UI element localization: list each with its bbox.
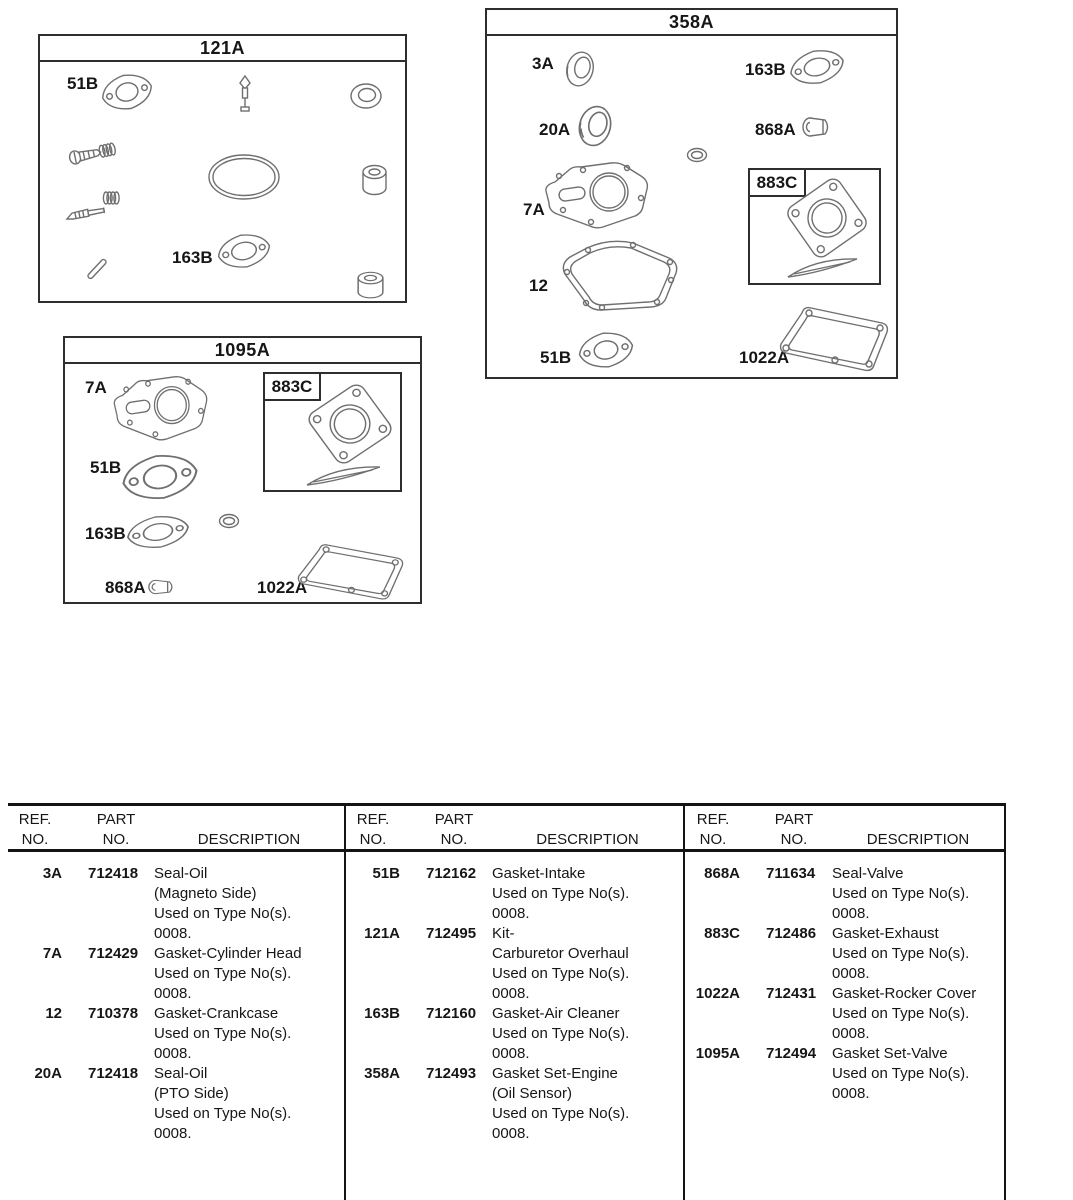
table-divider-2 [683,803,685,1200]
diagram-box-358a [485,8,898,379]
part-label-883c: 883C [263,372,321,401]
ref-no: 121A [364,925,400,942]
table-row [686,864,1004,924]
description-header: DESCRIPTION [197,831,301,848]
ref-no: 12 [45,1005,62,1022]
part-no: 712493 [426,1065,477,1082]
description: Seal-Oil (PTO Side) Used on Type No(s). 0008. [154,1065,292,1142]
part-label-1022a: 1022A [257,578,308,597]
diagram-box-121a-body [40,62,405,301]
subbox-883c [263,372,402,492]
ref-no-header: REF. NO. [696,811,730,848]
description: Gasket-Crankcase Used on Type No(s). 0008. [154,1005,292,1062]
air-cleaner-gasket-drawing [784,42,849,93]
part-no: 712429 [88,945,139,962]
exhaust-gasket-drawing [303,384,397,464]
table-row [8,864,344,944]
part-no: 712431 [766,985,817,1002]
part-label-1022a: 1022A [739,348,790,367]
table-row [346,924,683,1004]
part-label-51b: 51B [540,348,572,367]
table-row [8,944,344,1004]
table-row [686,1044,1004,1104]
description: Seal-Oil (Magneto Side) Used on Type No(s). 0008. [154,865,292,942]
ref-no: 3A [42,865,62,882]
part-no: 712494 [766,1045,817,1062]
sliver-gasket-drawing [305,464,383,488]
rocker-cover-gasket-drawing [293,540,408,602]
subbox-883c [748,168,881,285]
diagram-box-1095a-title: 1095A [65,338,420,364]
part-no: 712486 [766,925,817,942]
part-no: 712495 [426,925,477,942]
part-label-7a: 7A [85,378,107,397]
bushing-drawing [356,271,385,300]
ref-no: 20A [34,1065,62,1082]
bushing-drawing [361,164,388,197]
diagram-box-358a-title: 358A [487,10,896,36]
part-label-163b: 163B [745,60,786,79]
table-group-3 [686,803,1004,1200]
part-label-163b: 163B [172,248,213,267]
table-row [8,1004,344,1064]
crankcase-gasket-drawing [557,236,685,314]
part-no: 712418 [88,1065,139,1082]
bowl-oring-drawing [206,152,282,202]
part-label-51b: 51B [90,458,122,477]
ref-no: 51B [372,865,400,882]
part-no: 712162 [426,865,477,882]
cylinder-head-gasket-drawing [539,160,651,230]
intake-gasket-drawing [116,445,203,508]
oil-seal-magneto-drawing [563,50,597,88]
diagram-box-121a [38,34,407,303]
table-group-2-header [346,803,683,850]
ref-no-header: REF. NO. [18,811,52,848]
needle-valve-drawing [237,74,253,114]
part-label-7a: 7A [523,200,545,219]
table-row [346,1004,683,1064]
table-group-2 [346,803,683,1200]
pin-drawing [82,254,112,284]
description: Gasket-Air Cleaner Used on Type No(s). 0008. [492,1005,630,1062]
ref-no: 883C [704,925,740,942]
idle-screw-spring-drawing [68,140,118,168]
table-row [8,1064,344,1144]
part-label-868a: 868A [105,578,146,597]
diagram-box-121a-title: 121A [40,36,405,62]
description: Gasket-Intake Used on Type No(s). 0008. [492,865,630,922]
exhaust-gasket-drawing [782,178,872,258]
part-no-header: PART NO. [774,811,814,848]
description: Gasket-Rocker Cover Used on Type No(s). 0008. [832,985,977,1042]
description-header: DESCRIPTION [866,831,970,848]
description: Gasket-Exhaust Used on Type No(s). 0008. [832,925,970,982]
part-label-20a: 20A [539,120,571,139]
part-no: 712418 [88,865,139,882]
ref-no: 358A [364,1065,400,1082]
ref-no: 163B [364,1005,400,1022]
table-group-1 [8,803,344,1200]
cylinder-head-gasket-drawing [108,374,210,442]
part-label-51b: 51B [67,74,99,93]
part-no-header: PART NO. [434,811,474,848]
intake-gasket-drawing [574,325,638,374]
part-no: 711634 [766,865,816,882]
part-no-header: PART NO. [96,811,136,848]
table-row [686,984,1004,1044]
air-cleaner-gasket-drawing [122,509,193,556]
ref-no: 7A [42,945,62,962]
sliver-gasket-drawing [786,256,860,280]
ref-no: 1022A [695,985,740,1002]
part-label-3a: 3A [532,54,554,73]
table-row [346,1064,683,1144]
part-label-883c: 883C [748,168,806,197]
description: Gasket Set-Engine (Oil Sensor) Used on Type No(s). 0008. [492,1065,630,1142]
diagram-box-358a-body [487,36,896,377]
needle-jet-spring-drawing [64,190,120,220]
table-right-border [1004,803,1006,1200]
table-row [686,924,1004,984]
diagram-box-1095a-body [65,364,420,602]
part-label-163b: 163B [85,524,126,543]
description: Gasket-Cylinder Head Used on Type No(s). 0008. [154,945,302,1002]
part-label-12: 12 [529,276,548,295]
description-header: DESCRIPTION [536,831,639,848]
part-label-868a: 868A [755,120,796,139]
valve-seal-drawing [147,576,177,598]
intake-gasket-drawing [96,66,158,118]
small-oring-drawing [686,147,708,163]
table-row [346,864,683,924]
table-group-1-header [8,803,344,850]
valve-seal-drawing [801,112,833,142]
washer-oring-drawing [349,83,383,110]
ref-no: 868A [704,865,740,882]
table-group-3-header [686,803,1004,850]
ref-no-header: REF. NO. [356,811,390,848]
ref-no: 1095A [695,1045,740,1062]
air-cleaner-gasket-drawing [213,227,276,276]
description: Kit- Carburetor Overhaul Used on Type No(s). 0008. [492,925,630,1002]
oil-seal-pto-drawing [575,104,615,148]
small-oring-drawing [218,513,240,529]
diagram-box-1095a [63,336,422,604]
part-no: 712160 [426,1005,477,1022]
description: Gasket Set-Valve Used on Type No(s). 0008. [832,1045,970,1102]
rocker-cover-gasket-drawing [775,302,893,374]
part-no: 710378 [88,1005,139,1022]
description: Seal-Valve Used on Type No(s). 0008. [832,865,970,922]
